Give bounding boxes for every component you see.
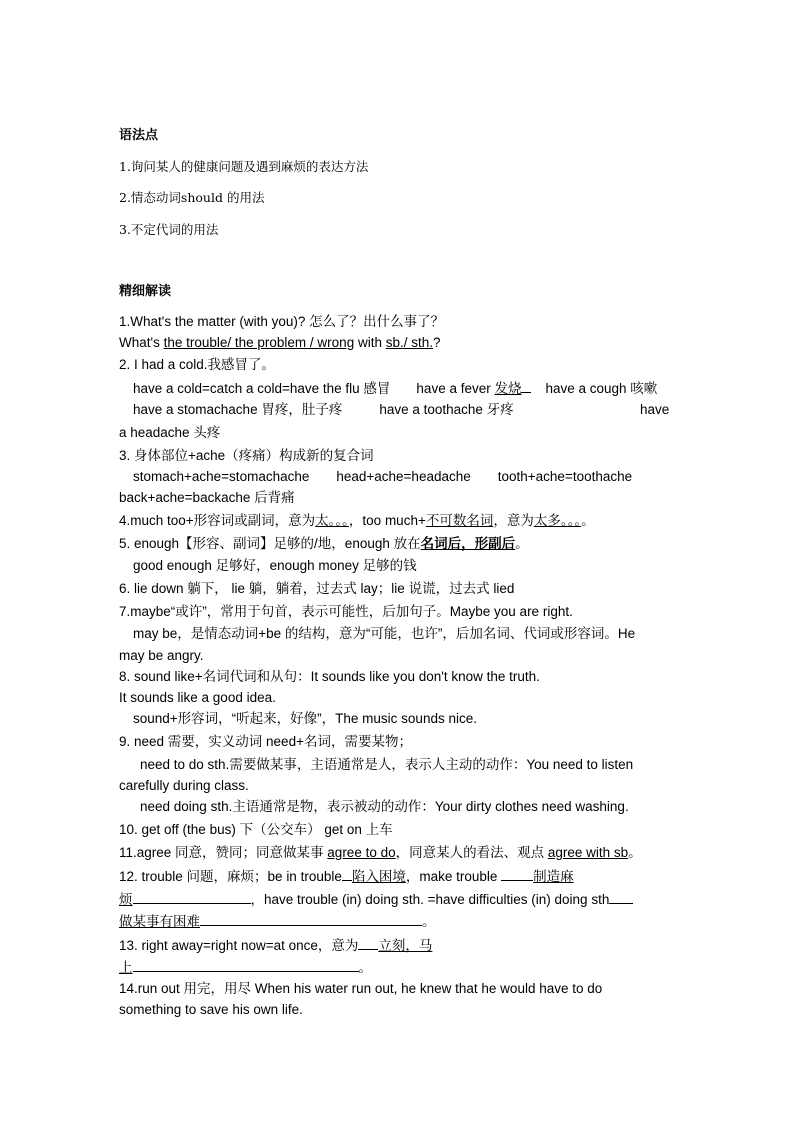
line-15: may be，是情态动词+be 的结构，意为“可能，也许”，后加名词、代词或形容词。He (133, 626, 636, 641)
line-25: 11.agree 同意，赞同；同意做某事 agree to do，同意某人的看法、观点 agree with sb。 (119, 845, 642, 860)
grammar-item-1: 1.询问某人的健康问题及遇到麻烦的表达方法 (119, 159, 369, 174)
line-21: need to do sth.需要做某事，主语通常是人，表示人主动的动作：You need to listen (140, 757, 634, 772)
line-7: 3. 身体部位+ache（疼痛）构成新的复合词 (119, 448, 374, 463)
line-31: 14.run out 用完，用尽 When his water run out, he knew that he would have to do (119, 981, 603, 996)
line-17: 8. sound like+名词代词和从句：It sounds like you don't know the truth. (119, 669, 540, 684)
line-12: good enough 足够好，enough money 足够的钱 (133, 558, 417, 573)
line-9: back+ache=backache 后背痛 (119, 490, 295, 505)
line-5: have a stomachache 胃疼，肚子疼 have a toothache 牙疼 (133, 402, 514, 417)
line-13: 6. lie down 躺下， lie 躺，躺着，过去式 lay；lie 说谎，过去式 lied (119, 581, 515, 596)
line-11: 5. enough【形容、副词】足够的/地，enough 放在名词后，形副后。 (119, 536, 529, 551)
line-5-end: have (640, 402, 670, 417)
line-27: 烦 ，have trouble (in) doing sth. =have difficulties (in) doing sth (119, 889, 684, 909)
line-8: stomach+ache=stomachache head+ache=headache tooth+ache=toothache (133, 469, 633, 484)
line-2: What's the trouble/ the problem / wrong with sb./ sth.? (119, 335, 441, 350)
grammar-heading: 语法点 (119, 128, 159, 143)
line-19: sound+形容词，“听起来，好像”，The music sounds nice. (133, 711, 477, 726)
line-23: need doing sth.主语通常是物，表示被动的动作：Your dirty clothes need washing. (140, 799, 629, 814)
line-32: something to save his own life. (119, 1002, 303, 1017)
line-20: 9. need 需要，实义动词 need+名词，需要某物； (119, 734, 412, 749)
line-1: 1.What's the matter (with you)? 怎么了？出什么事了？ (119, 314, 445, 329)
line-16: may be angry. (119, 648, 204, 663)
line-28: 做某事有困难 。 (119, 911, 684, 931)
line-10: 4.much too+形容词或副词，意为太。。。，too much+不可数名词，意为太多。。。。 (119, 513, 595, 528)
line-3: 2. I had a cold.我感冒了。 (119, 357, 276, 372)
line-22: carefully during class. (119, 778, 249, 793)
line-29: 13. right away=right now=at once，意为 立刻，马 (119, 935, 684, 955)
grammar-item-3: 3.不定代词的用法 (119, 222, 219, 237)
line-26: 12. trouble 问题，麻烦；be in trouble 陷入困境，make trouble 制造麻 (119, 866, 684, 886)
line-6: a headache 头疼 (119, 425, 221, 440)
grammar-item-2: 2.情态动词should 的用法 (119, 190, 265, 205)
line-30: 上 。 (119, 957, 684, 977)
line-14: 7.maybe“或许”，常用于句首，表示可能性，后加句子。Maybe you are right. (119, 604, 573, 619)
line-4: have a cold=catch a cold=have the flu 感冒 have a fever 发烧 have a cough 咳嗽 (133, 378, 684, 398)
reading-heading: 精细解读 (119, 284, 172, 299)
line-24: 10. get off (the bus) 下（公交车） get on 上车 (119, 822, 393, 837)
line-18: It sounds like a good idea. (119, 690, 276, 705)
